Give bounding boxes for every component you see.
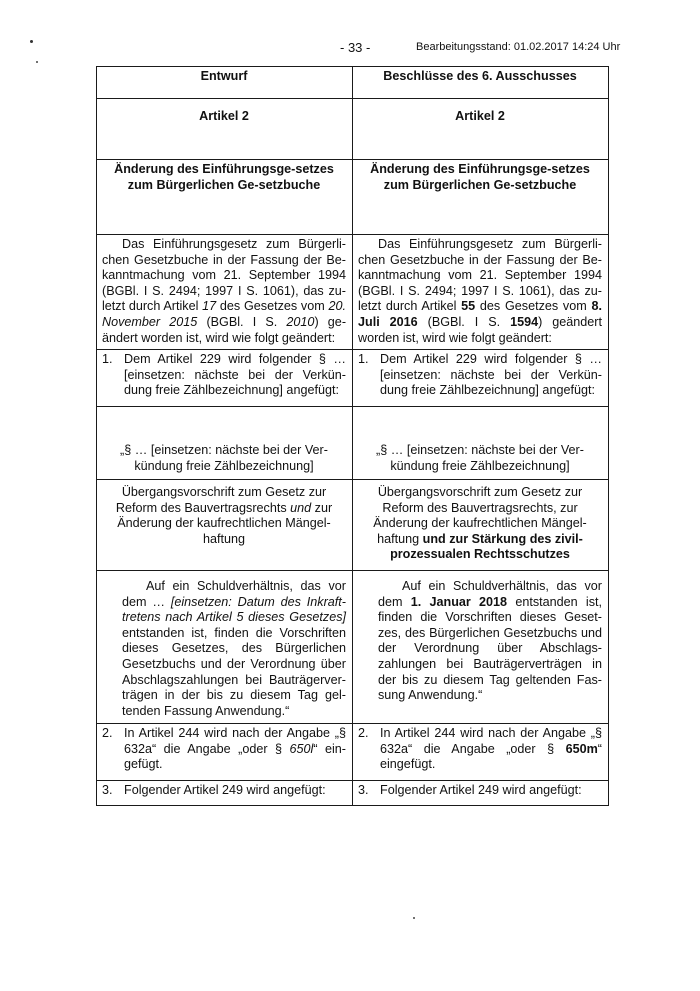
text-run: Das Einführungsgesetz zum Bürgerli-chen Gesetzbuche in der Fassung der Be-kanntmachung vom 21. September 1994 (BGBl. I S. 2494; 1997 I S. 1061), das zu-letzt durch Artikel [102,237,346,314]
column-header-committee: Beschlüsse des 6. Ausschusses [353,67,609,99]
text-run: (BGBl. I S. [417,314,511,329]
text-run: “ ein-gefügt. [124,741,346,772]
text-run: entstanden ist, finden die Vorschriften dieses Geset-zes, des Bürgerlichen Gesetzbuchs und der Verordnung über Abschlags-zahlungen bei Bauträgerverträgen in der bis zu diesem Tag geltenden Fas-sung Anwendung.“ [378,594,602,703]
transition-text [102,573,346,719]
text-run: Übergangsvorschrift zum Gesetz zur Reform des Bauvertragsrechts, zur Änderung der kaufrechtlichen Mängel-haftung [373,485,587,546]
item-number: 1. [102,352,113,366]
article-title-left: Änderung des Einführungsge-setzes zum Bürgerlichen Ge-setzbuche [97,160,353,235]
intro-paragraph [102,237,346,346]
text-run: (BGBl. I S. [197,314,287,329]
text-run-bold: 1. Januar 2018 [410,594,508,609]
heading-left [97,480,353,571]
text-run: In Artikel 244 wird nach der Angabe „§ 632a“ die Angabe „oder § [380,726,602,756]
text-run-bold: 8. Juli 2016 [358,299,602,329]
text-run-italic: 20. November 2015 [102,299,346,329]
text-run: ) ge-ändert worden ist, wird wie folgt geändert: [102,314,347,345]
scan-speck [36,61,38,63]
item-text: Dem Artikel 229 wird folgender § … [einsetzen: nächste bei der Verkün-dung freie Zählbezeichnung] angefügt: [380,352,602,398]
item-number: 3. [358,783,369,797]
list-item [358,726,602,773]
item-2-row [97,724,609,781]
text-run: “ eingefügt. [380,741,602,772]
page-number: - 33 - [340,40,371,55]
column-header-row [97,67,609,99]
item-text: Folgender Artikel 249 wird angefügt: [124,783,326,797]
item-3-row [97,781,609,806]
item-text [380,726,602,773]
article-row [97,99,609,160]
article-label: Artikel 2 [199,109,249,123]
text-run: entstanden ist, finden die Vorschriften dieses Gesetzes, des Bürgerlichen Gesetzbuchs und der Verordnung über Abschlagszahlungen bei Bauträgerver-trägen in der bis zu diesem Tag gel-tenden Fassung Anwendung.“ [122,625,346,718]
item-1-left [97,350,353,407]
item-text: Folgender Artikel 249 wird angefügt: [380,783,582,797]
text-run: ) geändert worden ist, wird wie folgt geändert: [358,314,602,345]
article-title-row [97,160,609,235]
text-run-italic: 650l [289,741,314,756]
text-run-italic: 2010 [286,314,315,329]
text-run: Übergangsvorschrift zum Gesetz zur Reform des Bauvertragsrechts [115,485,327,515]
text-run-italic: 17 [202,299,217,314]
text-run: zur Änderung der kaufrechtlichen Mängel-haftung [117,500,333,546]
text-run: des Gesetzes vom [475,299,592,314]
text-run: des Gesetzes vom [216,299,329,314]
synopsis-table [96,66,609,806]
list-item [358,783,602,799]
text-run: Das Einführungsgesetz zum Bürgerli-chen Gesetzbuche in der Fassung der Be-kanntmachung vom 21. September 1994 (BGBl. I S. 2494; 1997 I S. 1061), das zu-letzt durch Artikel [358,237,602,314]
body-left [97,571,353,724]
article-number-right [353,99,609,160]
quote-left [97,407,353,480]
item-2-left [97,724,353,781]
transition-heading [358,482,602,563]
item-text [124,726,346,773]
quote-row [97,407,609,480]
heading-right [353,480,609,571]
page-header [0,40,700,60]
transition-heading [102,482,346,547]
quote-right [353,407,609,480]
article-label: Artikel 2 [455,109,505,123]
edit-status: Bearbeitungsstand: 01.02.2017 14:24 Uhr [416,41,621,53]
text-run: In Artikel 244 wird nach der Angabe „§ 632a“ die Angabe „oder § [124,726,346,756]
list-item [358,352,602,399]
heading-row [97,480,609,571]
article-title-right: Änderung des Einführungsge-setzes zum Bürgerlichen Ge-setzbuche [353,160,609,235]
intro-row [97,235,609,350]
item-1-right [353,350,609,407]
item-number: 1. [358,352,369,366]
body-row [97,571,609,724]
item-text: Dem Artikel 229 wird folgender § … [einsetzen: nächste bei der Verkün-dung freie Zählbezeichnung] angefügt: [124,352,346,398]
item-3-right [353,781,609,806]
item-1-row [97,350,609,407]
list-item [102,783,346,799]
body-right [353,571,609,724]
intro-right [353,235,609,350]
item-number: 2. [358,726,369,740]
item-number: 3. [102,783,113,797]
column-header-draft: Entwurf [97,67,353,99]
scan-speck [413,917,415,919]
text-run-bold: und zur Stärkung des zivil-prozessualen Rechtsschutzes [390,531,583,562]
intro-paragraph [358,237,602,346]
text-run-bold: 650m [565,741,598,756]
text-run: Auf ein Schuldverhältnis, das vor dem [378,579,602,609]
list-item [102,352,346,399]
paragraph-designation: „§ … [einsetzen: nächste bei der Ver-kündung freie Zählbezeichnung] [376,443,584,473]
article-number-left [97,99,353,160]
text-run-bold: 1594 [510,314,539,329]
item-number: 2. [102,726,113,740]
item-3-left [97,781,353,806]
item-2-right [353,724,609,781]
text-run: Auf ein Schuldverhältnis, das vor dem … [122,579,346,609]
paragraph-designation: „§ … [einsetzen: nächste bei der Ver-kündung freie Zählbezeichnung] [120,443,328,473]
list-item [102,726,346,773]
text-run-italic: und [290,500,312,515]
intro-left [97,235,353,350]
text-run-italic: [einsetzen: Datum des Inkraft-tretens nach Artikel 5 dieses Gesetzes] [122,594,346,625]
transition-text [358,573,602,704]
text-run-bold: 55 [461,299,476,314]
